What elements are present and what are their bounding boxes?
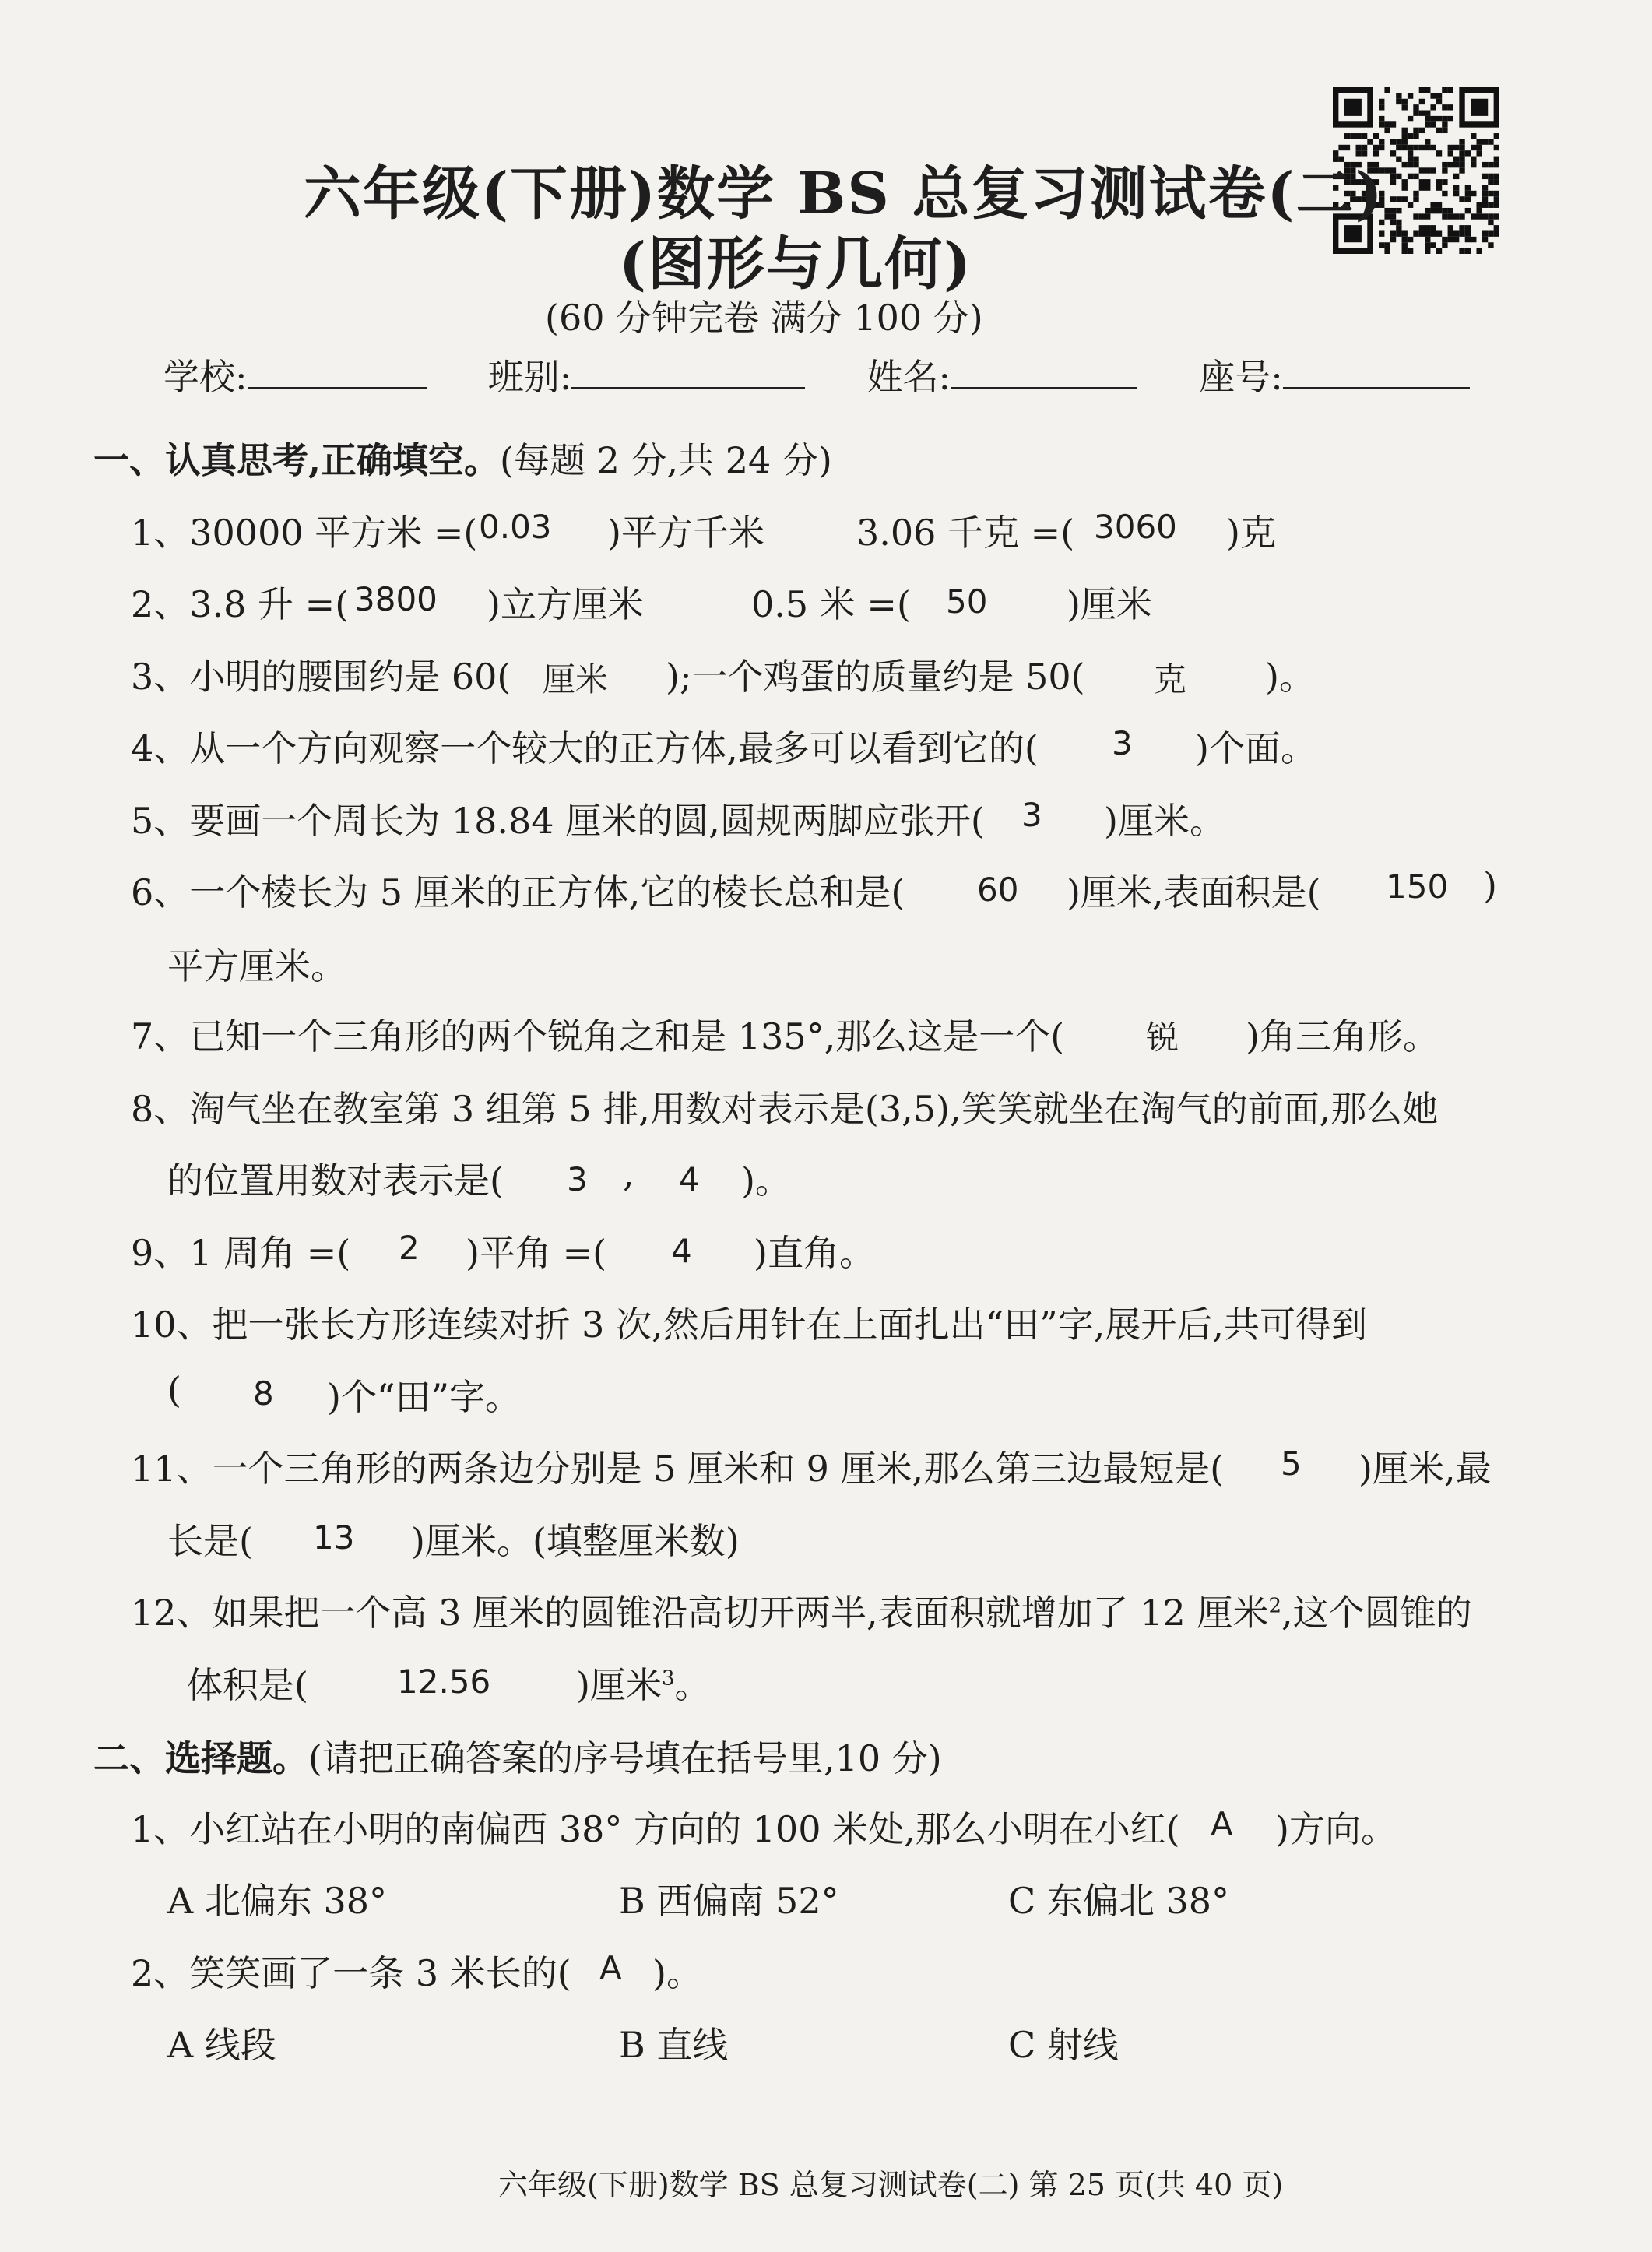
question-1-8-comma: , (623, 1152, 634, 1195)
answer-1-6a: 60 (977, 871, 1019, 909)
question-1-2a: 2、3.8 升 =( (131, 583, 350, 625)
option-2-2-c: C 射线 (1008, 2024, 1119, 2066)
answer-1-2a: 3800 (354, 580, 438, 618)
answer-2-1: A (1211, 1805, 1233, 1843)
seat-label: 座号: (1199, 356, 1283, 398)
question-1-10b: ( (167, 1369, 181, 1411)
question-1-12b-text: ,这个圆锥的 (1281, 1592, 1472, 1634)
question-1-9b: )平角 =( (466, 1232, 607, 1274)
class-field[interactable] (571, 356, 805, 389)
class-label: 班别: (487, 356, 572, 398)
question-1-6b: )厘米,表面积是( (1067, 871, 1321, 913)
question-1-12a (131, 1585, 1472, 1636)
question-1-5a: 5、要画一个周长为 18.84 厘米的圆,圆规两脚应张开( (131, 800, 985, 842)
question-1-12d (576, 1657, 711, 1708)
answer-1-11b: 13 (313, 1518, 355, 1557)
answer-1-4: 3 (1112, 724, 1133, 762)
question-1-3b: );一个鸡蛋的质量约是 50( (666, 656, 1085, 698)
section1-note: (每题 2 分,共 24 分) (500, 439, 832, 481)
seat-field[interactable] (1283, 356, 1470, 389)
answer-1-9b: 4 (671, 1232, 692, 1270)
section1-title: 一、认真思考,正确填空。 (93, 439, 501, 481)
answer-1-10: 8 (253, 1374, 274, 1413)
question-1-11a: 11、一个三角形的两条边分别是 5 厘米和 9 厘米,那么第三边最短是( (131, 1448, 1225, 1490)
section2-heading (93, 1730, 942, 1782)
answer-1-5: 3 (1021, 796, 1042, 834)
question-1-3a: 3、小明的腰围约是 60( (131, 656, 511, 698)
answer-1-1a: 0.03 (479, 508, 552, 546)
student-info (163, 349, 1470, 400)
question-1-2d: )厘米 (1067, 583, 1152, 625)
question-1-8c: )。 (741, 1159, 791, 1202)
question-1-8b: 的位置用数对表示是( (167, 1159, 504, 1202)
question-1-6d: 平方厘米。 (167, 945, 346, 987)
section2-note: (请把正确答案的序号填在括号里,10 分) (308, 1737, 942, 1779)
question-1-1a: 1、30000 平方米 =( (131, 512, 478, 554)
question-1-12d-text: )厘米 (576, 1664, 662, 1706)
question-1-4b: )个面。 (1195, 727, 1316, 769)
answer-1-1b: 3060 (1094, 508, 1177, 546)
option-2-2-b: B 直线 (619, 2024, 729, 2066)
question-1-12a-text: 12、如果把一个高 3 厘米的圆锥沿高切开两半,表面积就增加了 12 厘米 (131, 1592, 1269, 1634)
question-1-5b: )厘米。 (1104, 800, 1225, 842)
option-2-2-a: A 线段 (167, 2024, 276, 2066)
answer-1-8b: 4 (679, 1160, 700, 1198)
answer-1-11a: 5 (1281, 1444, 1302, 1483)
answer-2-2: A (599, 1949, 622, 1987)
superscript-2: 2 (1268, 1594, 1281, 1618)
question-1-4a: 4、从一个方向观察一个较大的正方体,最多可以看到它的( (131, 727, 1039, 769)
section2-title: 二、选择题。 (93, 1737, 308, 1779)
answer-1-2b: 50 (946, 582, 988, 621)
question-1-11c: 长是( (167, 1520, 253, 1562)
page-title: 六年级(下册)数学 BS 总复习测试卷(二) (304, 160, 1384, 227)
question-1-1d: )克 (1226, 512, 1276, 554)
question-2-2a: 2、笑笑画了一条 3 米长的( (131, 1952, 571, 1994)
page-subtitle: (图形与几何) (619, 230, 973, 297)
answer-1-7: 锐 (1146, 1019, 1179, 1057)
question-1-1b: )平方千米 (607, 512, 764, 554)
question-1-7b: )角三角形。 (1246, 1015, 1439, 1057)
school-label: 学校: (163, 356, 248, 398)
question-1-6c: ) (1483, 864, 1497, 906)
question-1-2c: 0.5 米 =( (751, 583, 911, 625)
superscript-3: 3 (661, 1666, 675, 1691)
question-1-12e-text: 。 (674, 1664, 711, 1706)
question-1-11b: )厘米,最 (1359, 1448, 1492, 1490)
name-label: 姓名: (866, 356, 951, 398)
question-1-12c: 体积是( (187, 1664, 308, 1706)
option-2-1-b: B 西偏南 52° (619, 1880, 839, 1922)
answer-1-3a: 厘米 (543, 660, 609, 698)
answer-1-8a: 3 (567, 1160, 588, 1198)
question-2-1b: )方向。 (1275, 1808, 1397, 1850)
answer-1-12: 12.56 (397, 1663, 491, 1701)
school-field[interactable] (248, 356, 427, 389)
option-2-1-c: C 东偏北 38° (1008, 1880, 1229, 1922)
question-1-3c: )。 (1265, 656, 1315, 698)
question-1-11d: )厘米。(填整厘米数) (411, 1520, 740, 1562)
question-1-8a: 8、淘气坐在教室第 3 组第 5 排,用数对表示是(3,5),笑笑就坐在淘气的前面,那么她 (131, 1088, 1439, 1130)
question-1-10c: )个“田”字。 (327, 1376, 521, 1418)
question-1-7a: 7、已知一个三角形的两个锐角之和是 135°,那么这是一个( (131, 1015, 1065, 1057)
question-1-6a: 6、一个棱长为 5 厘米的正方体,它的棱长总和是( (131, 871, 905, 913)
option-2-1-a: A 北偏东 38° (167, 1880, 387, 1922)
question-1-10a: 10、把一张长方形连续对折 3 次,然后用针在上面扎出“田”字,展开后,共可得到 (131, 1304, 1367, 1346)
question-1-2b: )立方厘米 (487, 583, 644, 625)
page-footer: 六年级(下册)数学 BS 总复习测试卷(二) 第 25 页(共 40 页) (498, 2168, 1284, 2202)
answer-1-3b: 克 (1154, 660, 1187, 698)
name-field[interactable] (951, 356, 1137, 389)
answer-1-9a: 2 (399, 1229, 420, 1267)
question-1-9a: 9、1 周角 =( (131, 1232, 351, 1274)
question-1-1c: 3.06 千克 =( (856, 512, 1075, 554)
answer-1-6b: 150 (1386, 867, 1449, 906)
time-score: (60 分钟完卷 满分 100 分) (545, 297, 983, 339)
section1-heading (93, 432, 832, 484)
question-2-2b: )。 (652, 1952, 702, 1994)
question-1-9c: )直角。 (754, 1232, 875, 1274)
question-2-1a: 1、小红站在小明的南偏西 38° 方向的 100 米处,那么小明在小红( (131, 1808, 1180, 1850)
